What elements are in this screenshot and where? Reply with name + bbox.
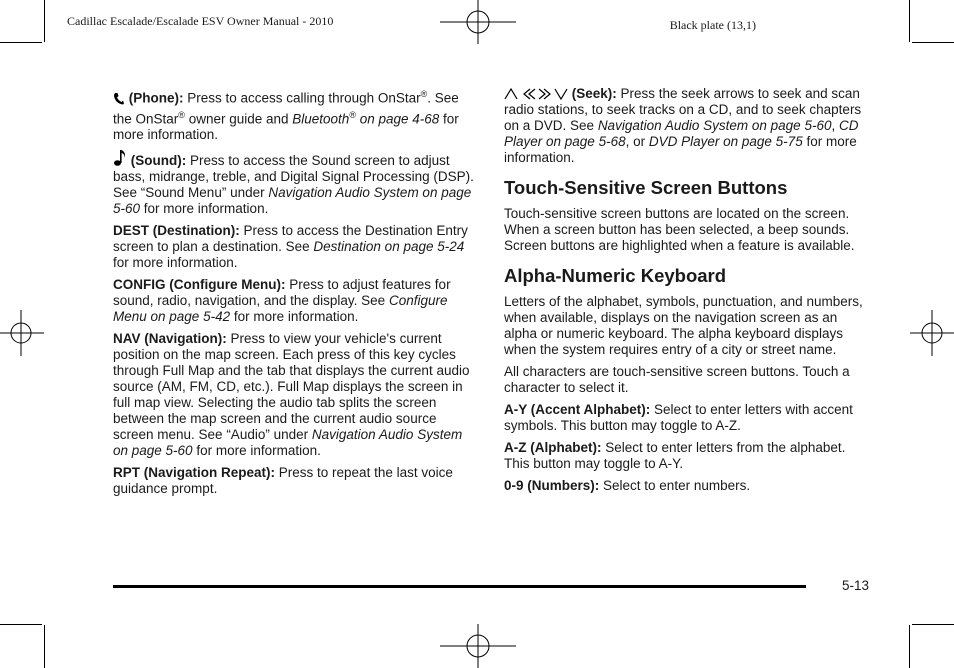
config-ref: Configure Menu on page 5-42 [113, 293, 448, 324]
seek-arrows-icon [504, 88, 568, 100]
seek-text-2: for more information. [504, 134, 857, 165]
rpt-paragraph [113, 465, 478, 497]
crop-mark [909, 0, 910, 42]
seek-ref-2: CD Player on page 5-68 [504, 118, 859, 149]
alpha-heading: Alpha-Numeric Keyboard [504, 265, 727, 286]
dest-text-2: for more information. [113, 255, 238, 270]
crop-mark [44, 0, 45, 42]
seek-sep-1: , [831, 118, 839, 133]
crop-mark [912, 42, 954, 43]
seek-paragraph [504, 86, 872, 166]
ay-paragraph [504, 402, 872, 434]
right-column [504, 86, 872, 500]
touch-body: Touch-sensitive screen buttons are located on the screen. When a screen button has been selected, a beep sounds. Screen buttons are highlighted when a feature is available. [504, 206, 855, 253]
alpha-body-1: Letters of the alphabet, symbols, punctuation, and numbers, when available, displays on the navigation screen as an alpha or numeric keyboard. The alpha keyboard displays when the system requires entry of a city or street name. [504, 294, 863, 357]
az-paragraph [504, 440, 872, 472]
nav-ref: Navigation Audio System on page 5-60 [113, 427, 463, 458]
phone-text-3: owner guide and [184, 111, 293, 126]
seek-ref-1: Navigation Audio System on page 5-60 [597, 118, 832, 133]
manual-title: Cadillac Escalade/Escalade ESV Owner Manual - 2010 [67, 14, 334, 28]
dest-paragraph [113, 223, 478, 271]
seek-text-1: Press the seek arrows to seek and scan radio stations, to seek tracks on a CD, and to seek chapters on a DVD. See [504, 86, 862, 133]
nav-text-2: for more information. [192, 443, 321, 458]
phone-text-2: . See the OnStar [113, 90, 459, 126]
registered-mark: ® [420, 89, 428, 99]
phone-text-1: Press to access calling through OnStar [183, 90, 421, 106]
left-column [113, 86, 478, 503]
nav-label: NAV (Navigation): [113, 331, 227, 346]
config-text-2: for more information. [230, 309, 359, 324]
seek-sep-2: , or [625, 134, 649, 149]
page-number: 5-13 [842, 578, 870, 593]
registration-mark-left [0, 310, 44, 356]
crop-mark [0, 624, 42, 625]
registration-mark-bottom [440, 624, 516, 668]
registration-mark-right [910, 310, 954, 356]
music-note-icon [113, 149, 127, 167]
config-label: CONFIG (Configure Menu): [113, 277, 286, 292]
sound-label: (Sound): [130, 153, 187, 168]
nums-label: 0-9 (Numbers): [504, 478, 600, 493]
ay-label: A-Y (Accent Alphabet): [504, 402, 651, 417]
sound-paragraph [113, 149, 478, 217]
crop-mark [0, 42, 42, 43]
registered-mark: ® [349, 109, 356, 120]
config-paragraph [113, 277, 478, 325]
alpha-body-2: All characters are touch-sensitive screen buttons. Touch a character to select it. [504, 364, 850, 395]
phone-text-4: for more information. [113, 111, 459, 142]
seek-label: (Seek): [571, 86, 617, 101]
config-text-1: Press to adjust features for sound, radio, navigation, and the display. See [113, 277, 451, 308]
crop-mark [909, 625, 910, 668]
nums-paragraph [504, 478, 872, 494]
nav-text-1: Press to view your vehicle's current position on the map screen. Each press of this key cycles through Full Map and the tab that displays the current audio source (AM, FM, CD, etc.). Full Map displays the screen in full map view. Selecting the audio tab splits the screen between the map screen and the current audio source screen menu. See “Audio” under [113, 331, 470, 442]
phone-ref-bluetooth: Bluetooth [292, 111, 350, 126]
nums-text: Select to enter numbers. [599, 478, 751, 493]
sound-text-2: for more information. [140, 201, 269, 216]
dest-label: DEST (Destination): [113, 223, 240, 238]
touch-heading: Touch-Sensitive Screen Buttons [504, 177, 788, 198]
footer-rule [113, 585, 806, 588]
crop-mark [44, 625, 45, 668]
registration-mark-top [440, 0, 516, 44]
az-label: A-Z (Alphabet): [504, 440, 602, 455]
dest-ref: Destination on page 5-24 [313, 239, 465, 254]
crop-mark [912, 624, 954, 625]
phone-icon [113, 92, 125, 105]
phone-paragraph [113, 86, 478, 143]
registered-mark: ® [178, 109, 185, 120]
phone-ref-page: on page 4-68 [355, 111, 440, 126]
plate-label: Black plate (13,1) [669, 18, 756, 32]
seek-ref-3: DVD Player on page 5-75 [648, 134, 803, 149]
az-text: Select to enter letters from the alphabet. This button may toggle to A-Y. [504, 440, 846, 471]
rpt-label: RPT (Navigation Repeat): [113, 465, 276, 480]
rpt-text-1: Press to repeat the last voice guidance prompt. [113, 465, 453, 496]
nav-paragraph [113, 331, 478, 459]
dest-text-1: Press to access the Destination Entry screen to plan a destination. See [113, 223, 468, 254]
phone-label: (Phone): [128, 90, 184, 106]
ay-text: Select to enter letters with accent symbols. This button may toggle to A-Z. [504, 402, 853, 433]
sound-text-1: Press to access the Sound screen to adjust bass, midrange, treble, and Digital Signal Processing (DSP). See “Sound Menu” under [113, 153, 474, 200]
sound-ref: Navigation Audio System on page 5-60 [113, 185, 472, 216]
